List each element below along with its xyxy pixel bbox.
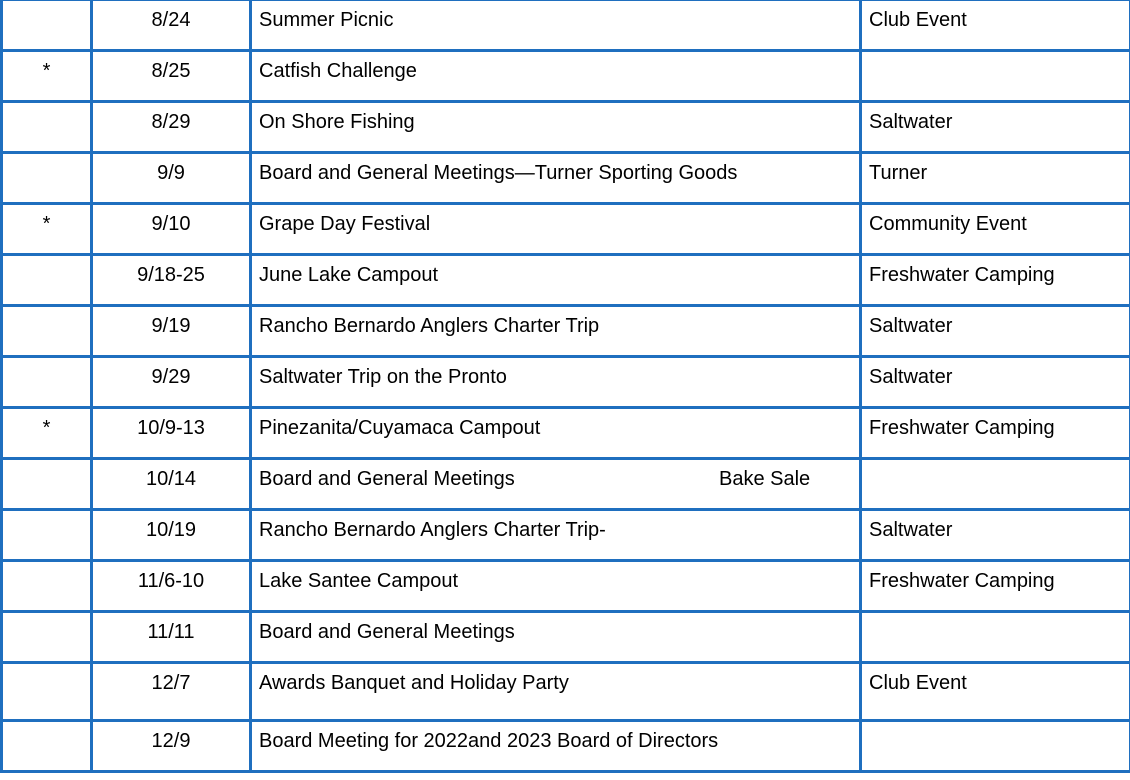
priority-mark — [2, 153, 92, 204]
priority-mark — [2, 102, 92, 153]
table-row — [2, 459, 1130, 510]
event-date: 10/19 — [92, 510, 251, 561]
event-name — [251, 612, 861, 663]
event-title: Saltwater Trip on the Pronto — [259, 366, 507, 388]
priority-mark: * — [2, 51, 92, 102]
event-date: 9/10 — [92, 204, 251, 255]
event-category — [861, 459, 1130, 510]
event-date: 8/29 — [92, 102, 251, 153]
event-category: Turner — [861, 153, 1130, 204]
event-category: Saltwater — [861, 306, 1130, 357]
event-date: 9/19 — [92, 306, 251, 357]
event-date: 8/24 — [92, 0, 251, 51]
event-title: June Lake Campout — [259, 264, 439, 286]
table-row — [2, 612, 1130, 663]
event-name — [251, 561, 861, 612]
event-name — [251, 0, 861, 51]
table-row — [2, 663, 1130, 721]
table-row — [2, 255, 1130, 306]
event-name — [251, 306, 861, 357]
table-row — [2, 721, 1130, 772]
table-row — [2, 51, 1130, 102]
table-row — [2, 153, 1130, 204]
event-name — [251, 459, 861, 510]
table-row — [2, 0, 1130, 51]
priority-mark — [2, 561, 92, 612]
priority-mark — [2, 721, 92, 772]
event-date: 10/9-13 — [92, 408, 251, 459]
event-name — [251, 357, 861, 408]
event-name — [251, 102, 861, 153]
event-category: Club Event — [861, 663, 1130, 721]
event-title: Board and General Meetings—Turner Sporting Goods — [259, 162, 738, 184]
event-date: 9/9 — [92, 153, 251, 204]
event-note: Bake Sale — [719, 468, 811, 490]
priority-mark: * — [2, 408, 92, 459]
event-date: 11/6-10 — [92, 561, 251, 612]
event-name — [251, 408, 861, 459]
table-row — [2, 102, 1130, 153]
event-title: Awards Banquet and Holiday Party — [259, 672, 569, 694]
event-date: 10/14 — [92, 459, 251, 510]
event-category — [861, 721, 1130, 772]
priority-mark: * — [2, 204, 92, 255]
event-title: Pinezanita/Cuyamaca Campout — [259, 417, 541, 439]
event-title: Rancho Bernardo Anglers Charter Trip — [259, 315, 600, 337]
event-date: 12/9 — [92, 721, 251, 772]
event-title: Catfish Challenge — [259, 60, 417, 82]
event-title: On Shore Fishing — [259, 111, 415, 133]
event-category: Saltwater — [861, 102, 1130, 153]
table-row — [2, 408, 1130, 459]
event-title: Board and General Meetings — [259, 621, 515, 643]
event-title: Summer Picnic — [259, 9, 394, 31]
event-category: Club Event — [861, 0, 1130, 51]
event-category: Freshwater Camping — [861, 561, 1130, 612]
event-date: 12/7 — [92, 663, 251, 721]
priority-mark — [2, 0, 92, 51]
event-date: 9/18-25 — [92, 255, 251, 306]
event-name — [251, 721, 861, 772]
table-row — [2, 510, 1130, 561]
event-category — [861, 51, 1130, 102]
event-name — [251, 663, 861, 721]
table-row — [2, 306, 1130, 357]
event-name — [251, 255, 861, 306]
priority-mark — [2, 255, 92, 306]
event-category: Saltwater — [861, 357, 1130, 408]
priority-mark — [2, 612, 92, 663]
event-name — [251, 204, 861, 255]
priority-mark — [2, 510, 92, 561]
priority-mark — [2, 357, 92, 408]
priority-mark — [2, 459, 92, 510]
event-title: Grape Day Festival — [259, 213, 431, 235]
event-title: Board Meeting for 2022and 2023 Board of Directors — [259, 730, 719, 752]
event-category: Freshwater Camping — [861, 255, 1130, 306]
priority-mark — [2, 663, 92, 721]
event-title: Board and General Meetings — [259, 468, 515, 490]
event-name — [251, 51, 861, 102]
table-row — [2, 204, 1130, 255]
event-category: Saltwater — [861, 510, 1130, 561]
event-date: 9/29 — [92, 357, 251, 408]
event-name — [251, 510, 861, 561]
event-category: Freshwater Camping — [861, 408, 1130, 459]
event-category — [861, 612, 1130, 663]
event-category: Community Event — [861, 204, 1130, 255]
event-title: Lake Santee Campout — [259, 570, 459, 592]
table-row — [2, 561, 1130, 612]
event-name — [251, 153, 861, 204]
event-date: 8/25 — [92, 51, 251, 102]
table-row — [2, 357, 1130, 408]
event-date: 11/11 — [92, 612, 251, 663]
priority-mark — [2, 306, 92, 357]
event-title: Rancho Bernardo Anglers Charter Trip- — [259, 519, 606, 541]
